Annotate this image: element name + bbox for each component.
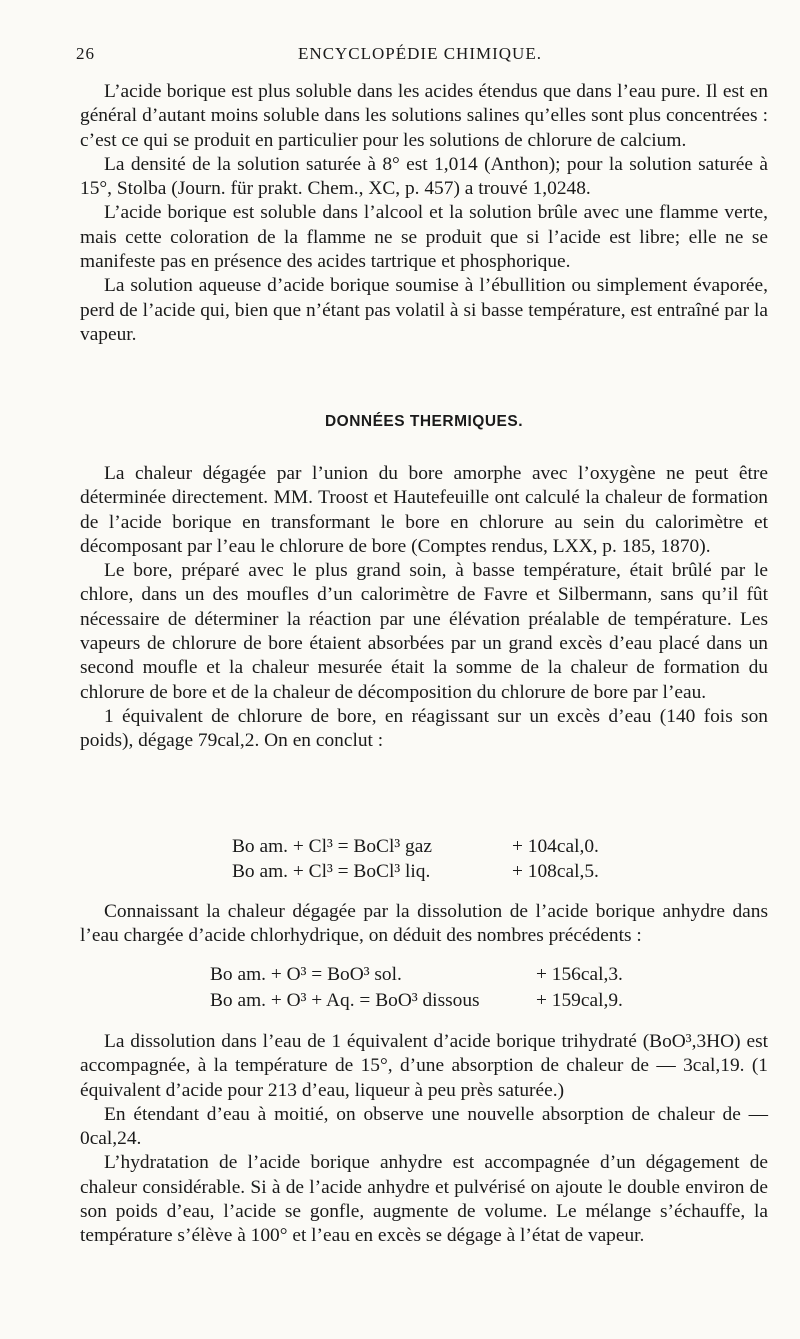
equation-row xyxy=(210,963,623,987)
paragraph-alcohol: L’acide borique est soluble dans l’alcool et la solution brûle avec une flamme verte, mais cette coloration de la flamme ne se produit que si l’acide est libre; elle ne se manifeste pas en présence des acides tartrique et phosphorique. xyxy=(80,202,768,273)
equation-lhs: Bo am. + O³ + Aq. = BoO³ dissous xyxy=(210,990,480,1011)
paragraph-dissolution-known: Connaissant la chaleur dégagée par la dissolution de l’acide borique anhydre dans l’eau chargée d’acide chlorhydrique, on déduit des nombres précédents : xyxy=(80,901,768,947)
paragraph-chloride-equivalent: 1 équivalent de chlorure de bore, en réagissant sur un excès d’eau (140 fois son poids), dégage 79cal,2. On en conclut : xyxy=(80,705,768,752)
paragraph-evaporation: La solution aqueuse d’acide borique soumise à l’ébullition ou simplement évaporée, perd de l’acide qui, bien que n’étant pas volatil à si basse température, est entraîné par la vapeur. xyxy=(80,275,768,345)
equation-lhs: Bo am. + Cl³ = BoCl³ liq. xyxy=(232,861,431,882)
page-number: 26 xyxy=(76,44,95,63)
equation-row xyxy=(210,989,623,1013)
closing-text xyxy=(80,1030,768,1249)
equation-lhs: Bo am. + Cl³ = BoCl³ gaz xyxy=(232,836,432,857)
paragraph-experiment: Le bore, préparé avec le plus grand soin, à basse température, était brûlé par le chlore, dans un des moufles d’un calorimètre de Favre et Silbermann, sans qu’il fût nécessaire de déterminer la réaction par une élévation préalable de température. Les vapeurs de chlorure de bore étaient absorbées par un grand excès d’eau placé dans un second moufle et la chaleur mesurée était la somme de la chaleur de formation du chlorure de bore et de la chaleur de décomposition du chlorure de bore par l’eau. xyxy=(80,560,768,703)
running-title: ENCYCLOPÉDIE CHIMIQUE. xyxy=(298,44,542,63)
paragraph-hydration: L’hydratation de l’acide borique anhydre est accompagnée d’un dégagement de chaleur considérable. Si à de l’acide anhydre et pulvérisé on ajoute le double environ de son poids d’eau, l’acide se gonfle, augmente de volume. Le mélange s’échauffe, la température s’élève à 100° et l’eau en excès se dégage à l’état de vapeur. xyxy=(80,1152,768,1247)
paragraph-solubility: L’acide borique est plus soluble dans les acides étendus que dans l’eau pure. Il est en général d’autant moins soluble dans les solutions salines qu’elles sont plus concentrées : c’est ce qui se produit en particulier pour les solutions de chlorure de calcium. xyxy=(80,81,768,151)
paragraph-formation-heat: La chaleur dégagée par l’union du bore amorphe avec l’oxygène ne peut être déterminée directement. MM. Troost et Hautefeuille ont calculé la chaleur de formation de l’acide borique en transformant le bore en chlorure au sein du calorimètre et décomposant par l’eau le chlorure de bore (Comptes rendus, LXX, p. 185, 1870). xyxy=(80,463,768,557)
between-text xyxy=(80,900,768,949)
paragraph-trihydrate: La dissolution dans l’eau de 1 équivalent d’acide borique trihydraté (BoO³,3HO) est accompagnée, à la température de 15°, d’une absorption de chaleur de — 3cal,19. (1 équivalent d’acide pour 213 d’eau, liqueur à peu près saturée.) xyxy=(80,1031,768,1101)
paragraph-density: La densité de la solution saturée à 8° est 1,014 (Anthon); pour la solution saturée à 15°, Stolba (Journ. für prakt. Chem., XC, p. 457) a trouvé 1,0248. xyxy=(80,153,768,200)
intro-text xyxy=(80,80,768,347)
equation-lhs: Bo am. + O³ = BoO³ sol. xyxy=(210,964,402,985)
paragraph-dilution: En étendant d’eau à moitié, on observe une nouvelle absorption de chaleur de — 0cal,24. xyxy=(80,1103,768,1150)
equation-rhs: + 156cal,3. xyxy=(536,964,623,985)
equation-row xyxy=(232,835,599,859)
equation-row xyxy=(232,860,599,884)
page-header xyxy=(76,44,764,68)
section-heading: DONNÉES THERMIQUES. xyxy=(324,413,524,430)
thermal-text xyxy=(80,462,768,754)
equation-rhs: + 159cal,9. xyxy=(536,990,623,1011)
equation-rhs: + 108cal,5. xyxy=(512,861,599,882)
equation-rhs: + 104cal,0. xyxy=(512,836,599,857)
